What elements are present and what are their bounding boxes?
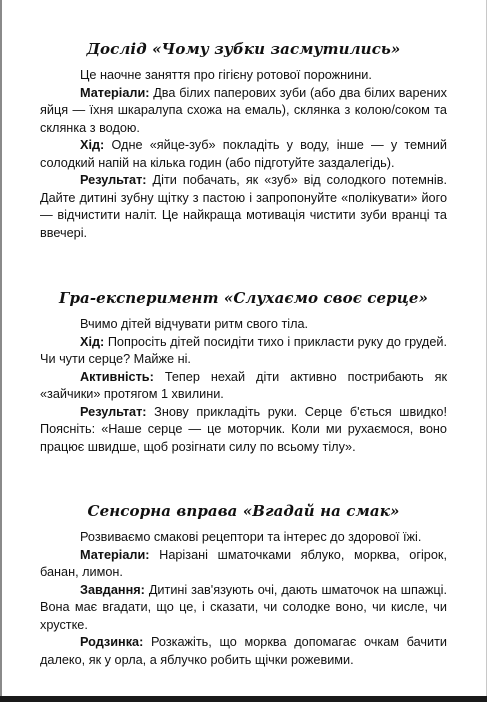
section-taste-exercise xyxy=(40,502,447,669)
paragraph-text: Нарізані шматочками яблуко, морква, огірок, банан, лимон. xyxy=(40,547,447,579)
paragraph-text: Одне «яйце-зуб» покладіть у воду, інше — у темний солодкий напій на кілька годин (або підготуйте заздалегідь). xyxy=(40,138,447,170)
section-intro: Це наочне заняття про гігієну ротової порожнини. xyxy=(80,68,372,82)
section-title: Дослід «Чому зубки засмутились» xyxy=(86,40,401,58)
paragraph-activity xyxy=(40,369,447,404)
paragraph-text: Знову прикладіть руки. Серце б'ється швидко! Поясніть: «Наше серце — це моторчик. Коли ми рухаємося, воно працює швидше, щоб розігнати силу по всьому тілу». xyxy=(40,404,447,454)
paragraph-label: Результат: xyxy=(80,173,147,187)
paragraph-procedure xyxy=(40,334,447,369)
page-edge-bottom xyxy=(0,696,487,702)
paragraph-result xyxy=(40,172,447,242)
paragraph-materials xyxy=(40,547,447,582)
paragraph-label: Хід: xyxy=(80,334,105,349)
paragraph-label: Матеріали: xyxy=(80,547,150,562)
section-intro: Розвиваємо смакові рецептори та інтерес до здорової їжі. xyxy=(80,530,422,544)
section-title: Сенсорна вправа «Вгадай на смак» xyxy=(87,502,400,520)
document-page xyxy=(40,40,447,669)
paragraph-text: Розкажіть, що морква допомагає очкам бачити далеко, як у орла, а яблучко робить щічки рожевими. xyxy=(40,635,447,667)
section-title: Гра-експеримент «Слухаємо своє серце» xyxy=(58,289,429,307)
paragraph-text: Два білих паперових зуби (або два білих варених яйця — їхня шкаралупа схожа на емаль), склянка з колою/соком та склянка з водою. xyxy=(40,85,447,135)
paragraph-label: Результат: xyxy=(80,404,147,419)
paragraph-label: Завдання: xyxy=(80,582,145,597)
paragraph-label: Родзинка: xyxy=(80,635,144,649)
paragraph-procedure xyxy=(40,137,447,172)
paragraph-label: Активність: xyxy=(80,369,154,384)
paragraph-highlight xyxy=(40,634,447,669)
paragraph-label: Хід: xyxy=(80,138,105,152)
page-edge-left xyxy=(0,0,2,702)
section-heart-game xyxy=(40,289,447,456)
paragraph-text: Діти побачать, як «зуб» від солодкого потемнів. Дайте дитині зубну щітку з пастою і запропонуйте «полікувати» його — відчистити наліт. Це найкраща мотивація чистити зуби вранці та ввечері. xyxy=(40,173,447,240)
paragraph-label: Матеріали: xyxy=(80,85,150,100)
paragraph-text: Дитині зав'язують очі, дають шматочок на шпажці. Вона має вгадати, що це, і сказати, чи солодке воно, чи кисле, чи хрустке. xyxy=(40,582,447,632)
paragraph-task xyxy=(40,582,447,635)
section-intro: Вчимо дітей відчувати ритм свого тіла. xyxy=(80,317,309,331)
paragraph-materials xyxy=(40,85,447,138)
paragraph-text: Попросіть дітей посидіти тихо і прикласти руку до грудей. Чи чути серце? Майже ні. xyxy=(40,334,447,366)
section-tooth-experiment xyxy=(40,40,447,242)
paragraph-result xyxy=(40,404,447,457)
paragraph-text: Тепер нехай діти активно пострибають як «зайчики» протягом 1 хвилини. xyxy=(40,369,447,401)
